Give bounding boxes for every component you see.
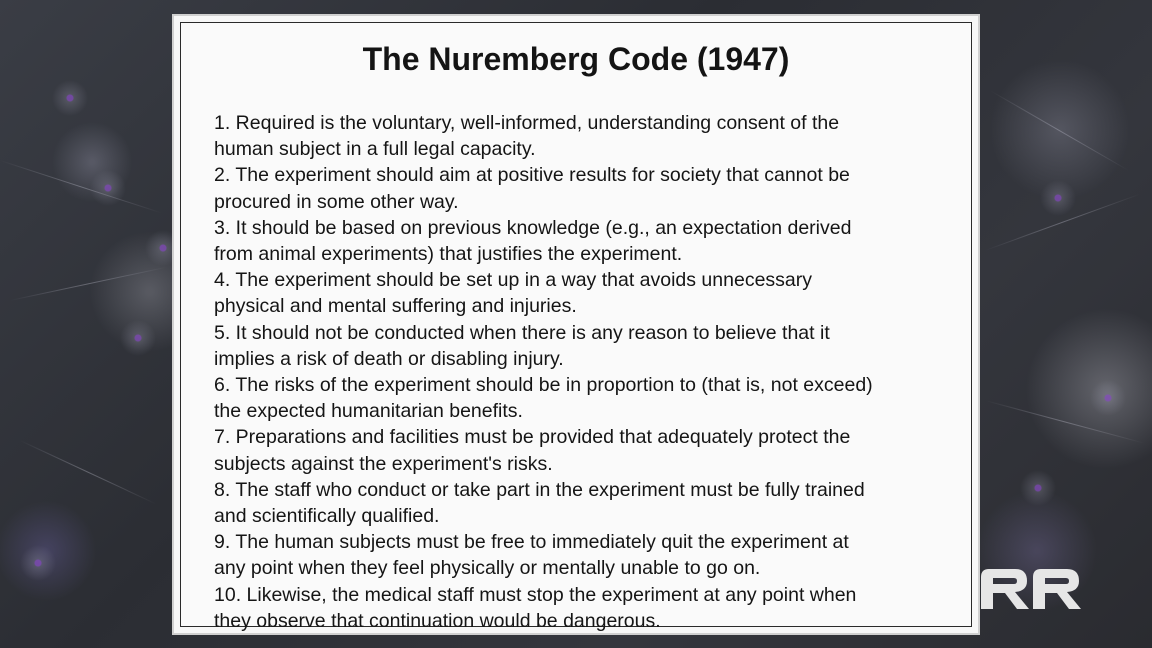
principle-line: 5. It should not be conducted when there is any reason to believe that it: [214, 321, 830, 344]
principle-line: implies a risk of death or disabling injury.: [214, 347, 564, 370]
principle-line: physical and mental suffering and injuries.: [214, 295, 577, 318]
principle-line: 9. The human subjects must be free to immediately quit the experiment at: [214, 531, 849, 554]
slide-border: [180, 22, 972, 632]
neuron-decoration: [52, 80, 88, 116]
principle-item: [214, 320, 964, 372]
principle-line: procured in some other way.: [214, 190, 459, 213]
rr-logo-right-r: [1033, 569, 1081, 609]
principle-item: [214, 372, 964, 424]
neuron-decoration: [1020, 470, 1056, 506]
neuron-decoration: [1040, 180, 1076, 216]
principle-line: subjects against the experiment's risks.: [214, 452, 553, 475]
neuron-fiber: [10, 267, 167, 301]
principle-line: 7. Preparations and facilities must be provided that adequately protect the: [214, 426, 851, 449]
principle-line: 6. The risks of the experiment should be in proportion to (that is, not exceed): [214, 374, 873, 397]
neuron-fiber: [990, 90, 1129, 171]
neuron-fiber: [0, 160, 162, 213]
principles-list: [214, 110, 964, 634]
principle-line: 8. The staff who conduct or take part in the experiment must be fully trained: [214, 478, 865, 501]
neuron-fiber: [20, 440, 156, 504]
principle-line: human subject in a full legal capacity.: [214, 138, 536, 161]
rr-logo-icon: [975, 565, 1087, 613]
principle-item: [214, 110, 964, 162]
principle-line: 3. It should be based on previous knowledge (e.g., an expectation derived: [214, 216, 852, 239]
principle-line: 4. The experiment should be set up in a way that avoids unnecessary: [214, 269, 812, 292]
principle-line: 1. Required is the voluntary, well-informed, understanding consent of the: [214, 112, 840, 134]
principle-item: [214, 477, 964, 529]
principle-item: [214, 582, 964, 634]
neuron-decoration: [120, 320, 156, 356]
principle-line: and scientifically qualified.: [214, 505, 440, 528]
principle-line: any point when they feel physically or mentally unable to go on.: [214, 557, 761, 580]
principle-item: [214, 424, 964, 476]
neuron-decoration: [1090, 380, 1126, 416]
principle-line: from animal experiments) that justifies the experiment.: [214, 243, 683, 266]
slide-title: The Nuremberg Code (1947): [362, 41, 790, 77]
principle-line: 10. Likewise, the medical staff must stop the experiment at any point when: [214, 583, 857, 606]
principle-line: they observe that continuation would be dangerous.: [214, 609, 661, 632]
neuron-decoration: [90, 170, 126, 206]
principle-item: [214, 162, 964, 214]
principle-item: [214, 529, 964, 581]
principle-item: [214, 215, 964, 267]
rr-logo-left-r: [981, 569, 1029, 609]
neuron-decoration: [20, 545, 56, 581]
principle-line: 2. The experiment should aim at positive results for society that cannot be: [214, 164, 850, 187]
slide-panel: [172, 14, 980, 635]
principle-line: the expected humanitarian benefits.: [214, 400, 523, 423]
principle-item: [214, 267, 964, 319]
